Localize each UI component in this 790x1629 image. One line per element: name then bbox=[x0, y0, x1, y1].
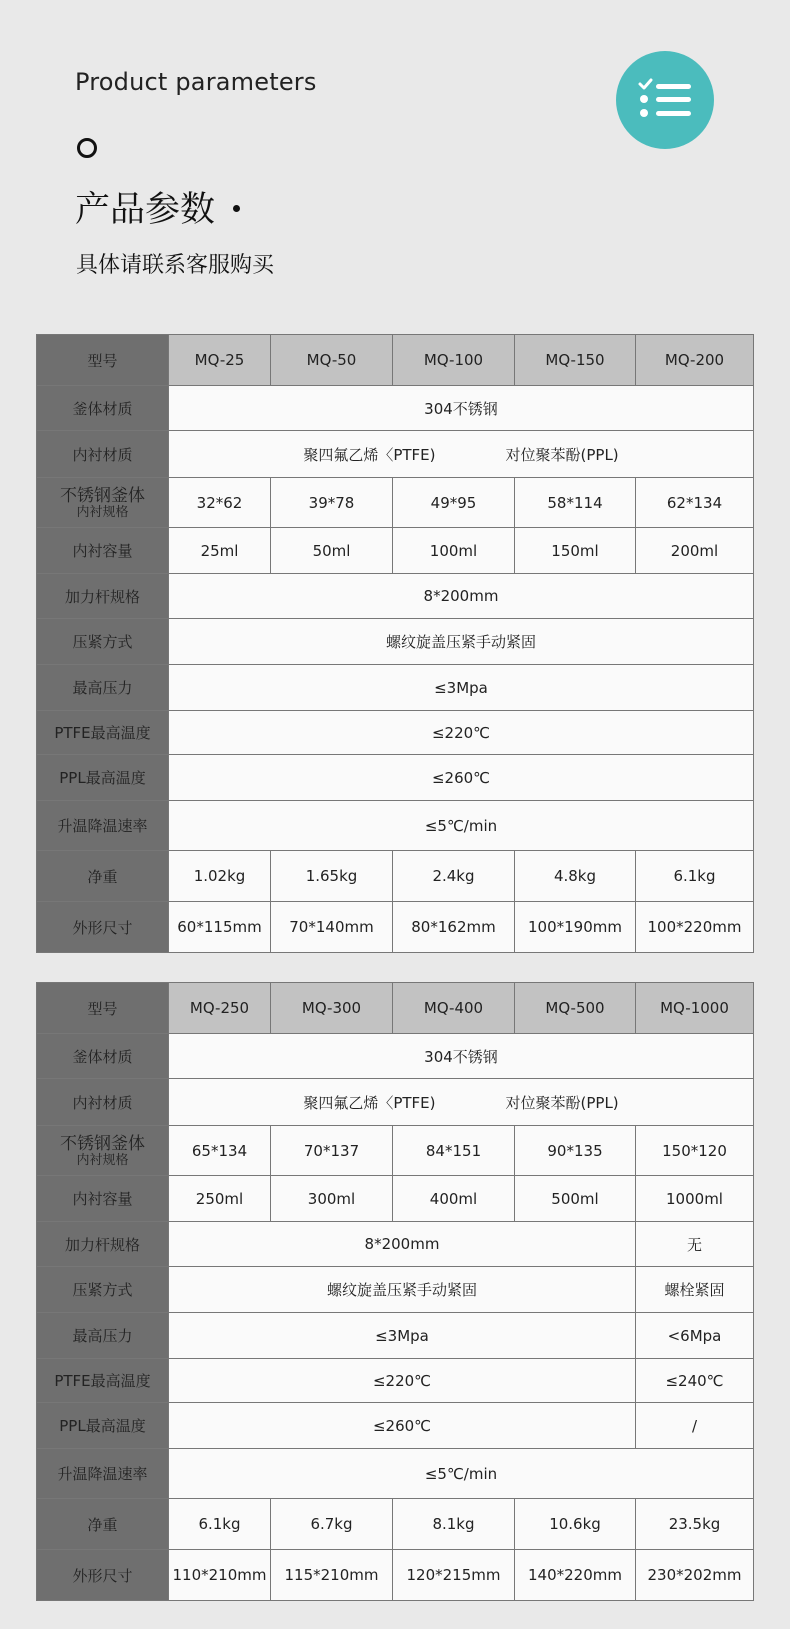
weight-cell: 1.65kg bbox=[271, 851, 393, 902]
label-rod-spec: 加力杆规格 bbox=[37, 1222, 169, 1267]
label-body-material: 釜体材质 bbox=[37, 386, 169, 431]
table-row bbox=[37, 755, 754, 801]
table-row bbox=[37, 1499, 754, 1550]
table-row bbox=[37, 851, 754, 902]
label-max-pressure: 最高压力 bbox=[37, 1313, 169, 1359]
capacity-cell: 100ml bbox=[393, 528, 515, 574]
capacity-cell: 150ml bbox=[515, 528, 636, 574]
label-body-material: 釜体材质 bbox=[37, 1034, 169, 1079]
weight-cell: 4.8kg bbox=[515, 851, 636, 902]
dimension-cell: 60*115mm bbox=[169, 902, 271, 953]
size-cell: 70*137 bbox=[271, 1126, 393, 1176]
size-cell: 90*135 bbox=[515, 1126, 636, 1176]
weight-cell: 23.5kg bbox=[636, 1499, 754, 1550]
table-row bbox=[37, 1034, 754, 1079]
table-row bbox=[37, 1403, 754, 1449]
table-row bbox=[37, 1126, 754, 1176]
model-cell: MQ-1000 bbox=[636, 983, 754, 1034]
label-clamp-method: 压紧方式 bbox=[37, 1267, 169, 1313]
label-net-weight: 净重 bbox=[37, 851, 169, 902]
size-cell: 32*62 bbox=[169, 478, 271, 528]
heating-rate-value: ≤5℃/min bbox=[169, 801, 754, 851]
ptfe-max-temp-value: ≤220℃ bbox=[169, 1359, 636, 1403]
ptfe-max-temp-value-last: ≤240℃ bbox=[636, 1359, 754, 1403]
label-size-spec-top: 不锈钢釜体 bbox=[60, 1134, 145, 1154]
dimension-cell: 140*220mm bbox=[515, 1550, 636, 1601]
max-pressure-value: ≤3Mpa bbox=[169, 665, 754, 711]
label-size-spec-bottom: 内衬规格 bbox=[76, 1153, 129, 1168]
clamp-method-value-last: 螺栓紧固 bbox=[636, 1267, 754, 1313]
size-cell: 84*151 bbox=[393, 1126, 515, 1176]
model-cell: MQ-100 bbox=[393, 335, 515, 386]
table-row bbox=[37, 1176, 754, 1222]
weight-cell: 6.1kg bbox=[169, 1499, 271, 1550]
dimension-cell: 115*210mm bbox=[271, 1550, 393, 1601]
weight-cell: 10.6kg bbox=[515, 1499, 636, 1550]
table-row bbox=[37, 1313, 754, 1359]
size-cell: 39*78 bbox=[271, 478, 393, 528]
capacity-cell: 25ml bbox=[169, 528, 271, 574]
model-cell: MQ-200 bbox=[636, 335, 754, 386]
model-cell: MQ-25 bbox=[169, 335, 271, 386]
clamp-method-value: 螺纹旋盖压紧手动紧固 bbox=[169, 1267, 636, 1313]
table-row bbox=[37, 665, 754, 711]
table-row bbox=[37, 1550, 754, 1601]
liner-ptfe-text: 聚四氟乙烯〈PTFE) bbox=[303, 445, 436, 464]
label-size-spec-bottom: 内衬规格 bbox=[76, 505, 129, 520]
liner-ppl-text: 对位聚苯酚(PPL) bbox=[505, 1093, 619, 1112]
dimension-cell: 110*210mm bbox=[169, 1550, 271, 1601]
label-size-spec-top: 不锈钢釜体 bbox=[60, 486, 145, 506]
label-heating-rate: 升温降温速率 bbox=[37, 1449, 169, 1499]
max-pressure-value: ≤3Mpa bbox=[169, 1313, 636, 1359]
table-row bbox=[37, 386, 754, 431]
dimension-cell: 120*215mm bbox=[393, 1550, 515, 1601]
rod-spec-value-last: 无 bbox=[636, 1222, 754, 1267]
model-cell: MQ-250 bbox=[169, 983, 271, 1034]
size-cell: 150*120 bbox=[636, 1126, 754, 1176]
model-cell: MQ-50 bbox=[271, 335, 393, 386]
table-row bbox=[37, 335, 754, 386]
spec-table-2 bbox=[36, 982, 754, 1601]
label-net-weight: 净重 bbox=[37, 1499, 169, 1550]
table-row bbox=[37, 902, 754, 953]
table-row bbox=[37, 528, 754, 574]
ring-icon bbox=[77, 138, 97, 158]
label-liner-material: 内衬材质 bbox=[37, 431, 169, 478]
label-ppl-max-temp: PPL最高温度 bbox=[37, 755, 169, 801]
label-liner-capacity: 内衬容量 bbox=[37, 528, 169, 574]
clamp-method-value: 螺纹旋盖压紧手动紧固 bbox=[169, 619, 754, 665]
weight-cell: 1.02kg bbox=[169, 851, 271, 902]
dot-icon bbox=[233, 205, 240, 212]
capacity-cell: 250ml bbox=[169, 1176, 271, 1222]
table-row bbox=[37, 1359, 754, 1403]
size-cell: 65*134 bbox=[169, 1126, 271, 1176]
label-liner-capacity: 内衬容量 bbox=[37, 1176, 169, 1222]
table-row bbox=[37, 983, 754, 1034]
model-cell: MQ-150 bbox=[515, 335, 636, 386]
label-ptfe-max-temp: PTFE最高温度 bbox=[37, 711, 169, 755]
body-material-value: 304不锈钢 bbox=[169, 1034, 754, 1079]
table-row bbox=[37, 1267, 754, 1313]
weight-cell: 6.7kg bbox=[271, 1499, 393, 1550]
checklist-icon bbox=[616, 51, 714, 149]
table-row bbox=[37, 801, 754, 851]
dimension-cell: 80*162mm bbox=[393, 902, 515, 953]
table-row bbox=[37, 1079, 754, 1126]
capacity-cell: 1000ml bbox=[636, 1176, 754, 1222]
weight-cell: 2.4kg bbox=[393, 851, 515, 902]
table-row bbox=[37, 619, 754, 665]
label-ppl-max-temp: PPL最高温度 bbox=[37, 1403, 169, 1449]
liner-material-value bbox=[169, 1079, 754, 1126]
model-cell: MQ-300 bbox=[271, 983, 393, 1034]
capacity-cell: 300ml bbox=[271, 1176, 393, 1222]
capacity-cell: 200ml bbox=[636, 528, 754, 574]
dimension-cell: 70*140mm bbox=[271, 902, 393, 953]
liner-material-value bbox=[169, 431, 754, 478]
ppl-max-temp-value: ≤260℃ bbox=[169, 755, 754, 801]
subtitle: 具体请联系客服购买 bbox=[76, 253, 275, 278]
liner-ppl-text: 对位聚苯酚(PPL) bbox=[505, 445, 619, 464]
label-ptfe-max-temp: PTFE最高温度 bbox=[37, 1359, 169, 1403]
page-header bbox=[0, 0, 790, 320]
rod-spec-value: 8*200mm bbox=[169, 1222, 636, 1267]
table-row bbox=[37, 1222, 754, 1267]
size-cell: 62*134 bbox=[636, 478, 754, 528]
table-row bbox=[37, 478, 754, 528]
weight-cell: 6.1kg bbox=[636, 851, 754, 902]
capacity-cell: 500ml bbox=[515, 1176, 636, 1222]
heating-rate-value: ≤5℃/min bbox=[169, 1449, 754, 1499]
ppl-max-temp-value: ≤260℃ bbox=[169, 1403, 636, 1449]
ptfe-max-temp-value: ≤220℃ bbox=[169, 711, 754, 755]
chinese-title: 产品参数 bbox=[75, 190, 216, 230]
label-model: 型号 bbox=[37, 983, 169, 1034]
model-cell: MQ-400 bbox=[393, 983, 515, 1034]
dimension-cell: 230*202mm bbox=[636, 1550, 754, 1601]
table-row bbox=[37, 574, 754, 619]
label-size-spec bbox=[37, 478, 169, 528]
label-size-spec bbox=[37, 1126, 169, 1176]
dimension-cell: 100*220mm bbox=[636, 902, 754, 953]
label-rod-spec: 加力杆规格 bbox=[37, 574, 169, 619]
label-dimensions: 外形尺寸 bbox=[37, 1550, 169, 1601]
label-clamp-method: 压紧方式 bbox=[37, 619, 169, 665]
spec-table-1 bbox=[36, 334, 754, 953]
rod-spec-value: 8*200mm bbox=[169, 574, 754, 619]
table-row bbox=[37, 1449, 754, 1499]
label-liner-material: 内衬材质 bbox=[37, 1079, 169, 1126]
max-pressure-value-last: <6Mpa bbox=[636, 1313, 754, 1359]
dimension-cell: 100*190mm bbox=[515, 902, 636, 953]
label-model: 型号 bbox=[37, 335, 169, 386]
table-row bbox=[37, 431, 754, 478]
size-cell: 49*95 bbox=[393, 478, 515, 528]
body-material-value: 304不锈钢 bbox=[169, 386, 754, 431]
label-dimensions: 外形尺寸 bbox=[37, 902, 169, 953]
table-row bbox=[37, 711, 754, 755]
model-cell: MQ-500 bbox=[515, 983, 636, 1034]
capacity-cell: 400ml bbox=[393, 1176, 515, 1222]
size-cell: 58*114 bbox=[515, 478, 636, 528]
ppl-max-temp-value-last: / bbox=[636, 1403, 754, 1449]
english-title: Product parameters bbox=[75, 68, 317, 96]
weight-cell: 8.1kg bbox=[393, 1499, 515, 1550]
liner-ptfe-text: 聚四氟乙烯〈PTFE) bbox=[303, 1093, 436, 1112]
capacity-cell: 50ml bbox=[271, 528, 393, 574]
label-max-pressure: 最高压力 bbox=[37, 665, 169, 711]
label-heating-rate: 升温降温速率 bbox=[37, 801, 169, 851]
